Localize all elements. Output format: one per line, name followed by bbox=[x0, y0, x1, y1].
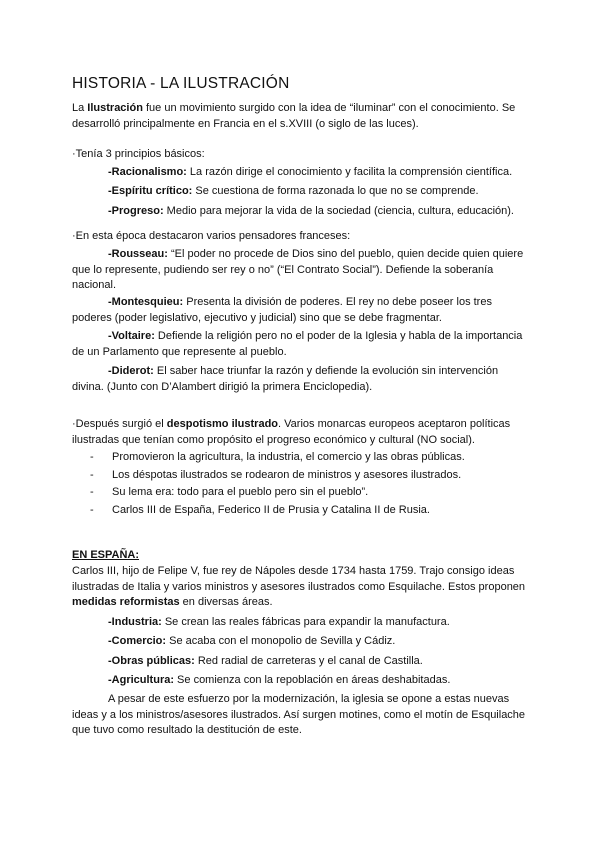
list-item: - Su lema era: todo para el pueblo pero sin el pueblo”. bbox=[90, 486, 369, 498]
principle-item: -Racionalismo: La razón dirige el conocimiento y facilita la comprensión científica. bbox=[108, 166, 513, 178]
closing-paragraph: A pesar de este esfuerzo por la modernización, la iglesia se opone a estas nuevas ideas y a los ministros/asesores ilustrados. Así surgen motines, como el motín de Esquilache que tuvo como resultado la destitución de este. bbox=[72, 693, 526, 736]
principle-item: -Progreso: Medio para mejorar la vida de la sociedad (ciencia, cultura, educación). bbox=[108, 205, 514, 217]
spain-heading: EN ESPAÑA: bbox=[72, 549, 140, 561]
reform-item: -Comercio: Se acaba con el monopolio de Sevilla y Cádiz. bbox=[108, 635, 396, 647]
principle-item: -Espíritu crítico: Se cuestiona de forma razonada lo que no se comprende. bbox=[108, 185, 479, 197]
list-item: - Los déspotas ilustrados se rodearon de ministros y asesores ilustrados. bbox=[90, 469, 462, 481]
thinker-item: -Rousseau: “El poder no procede de Dios sino del pueblo, quien decide quien quiere que lo represente, pudiendo ser rey o no” (“El Contrato Social”). Defiende la soberanía nacional. bbox=[72, 248, 524, 291]
principles-heading: ·Tenía 3 principios básicos: bbox=[72, 148, 205, 160]
reform-item: -Industria: Se crean las reales fábricas para expandir la manufactura. bbox=[108, 616, 450, 628]
list-item: - Carlos III de España, Federico II de Prusia y Catalina II de Rusia. bbox=[90, 504, 430, 516]
thinker-item: -Montesquieu: Presenta la división de poderes. El rey no debe poseer los tres poderes (poder legislativo, ejecutivo y judicial) sino que se debe fragmentar. bbox=[72, 296, 492, 324]
intro-paragraph: La Ilustración fue un movimiento surgido con la idea de “iluminar” con el conocimiento. Se desarrolló principalmente en Francia en el s.XVIII (o siglo de las luces). bbox=[72, 102, 516, 130]
thinker-item: -Diderot: El saber hace triunfar la razón y defiende la evolución sin intervención divina. (Junto con D’Alambert dirigió la primera Enciclopedia). bbox=[72, 365, 499, 393]
thinkers-heading: ·En esta época destacaron varios pensadores franceses: bbox=[72, 230, 351, 242]
page-title: HISTORIA - LA ILUSTRACIÓN bbox=[72, 75, 290, 92]
spain-intro: Carlos III, hijo de Felipe V, fue rey de Nápoles desde 1734 hasta 1759. Trajo consigo ideas ilustradas de Italia y varios ministros y asesores ilustrados como Esquilache. Estos proponen medidas reformistas en diversas áreas. bbox=[72, 565, 526, 608]
intro-term: Ilustración bbox=[87, 102, 143, 114]
thinker-item: -Voltaire: Defiende la religión pero no el poder de la Iglesia y habla de la importancia de un Parlamento que represente al pueblo. bbox=[72, 330, 523, 358]
reform-item: -Agricultura: Se comienza con la repoblación en áreas deshabitadas. bbox=[108, 674, 451, 686]
list-item: - Promovieron la agricultura, la industria, el comercio y las obras públicas. bbox=[90, 451, 465, 463]
despotism-term: despotismo ilustrado bbox=[166, 418, 279, 430]
despotism-paragraph: ·Después surgió el despotismo ilustrado. Varios monarcas europeos aceptaron políticas ilustradas que tenían como propósito el progreso económico y cultural (NO social). bbox=[72, 418, 511, 446]
reform-item: -Obras públicas: Red radial de carreteras y el canal de Castilla. bbox=[108, 655, 423, 667]
